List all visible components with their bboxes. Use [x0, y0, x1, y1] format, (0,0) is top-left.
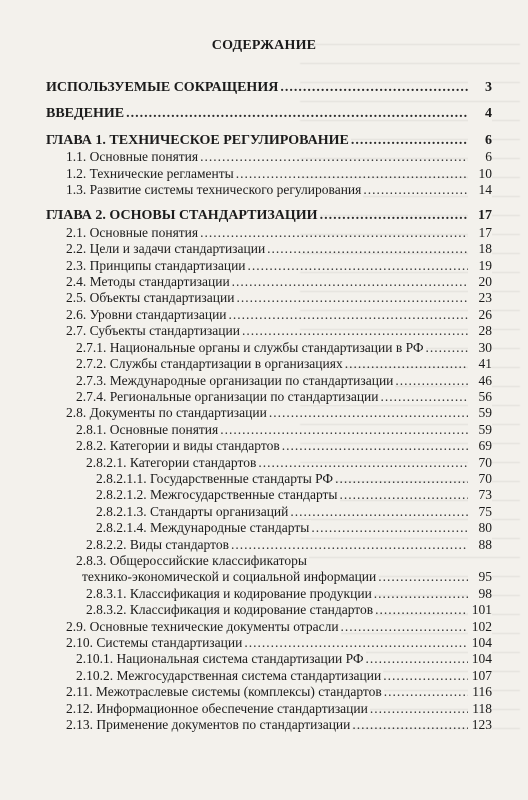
toc-leader-dots	[200, 225, 468, 241]
toc-entry-text: ИСПОЛЬЗУЕМЫЕ СОКРАЩЕНИЯ	[46, 80, 279, 95]
toc-leader-dots	[363, 182, 468, 198]
toc-leader-dots	[290, 504, 468, 520]
toc-entry-text: 1.1. Основные понятия	[66, 149, 199, 165]
toc-entry-text: 2.8.2.1.4. Международные стандарты	[96, 520, 310, 536]
toc-entry-text: 2.8.3.1. Классификация и кодирование продукции	[86, 585, 372, 601]
toc-entry	[46, 455, 492, 471]
toc-entry	[46, 438, 492, 454]
table-of-contents	[46, 80, 492, 733]
toc-leader-dots	[232, 274, 468, 290]
toc-page-number: 23	[468, 290, 492, 306]
toc-entry	[46, 701, 492, 717]
toc-page-number: 123	[468, 717, 492, 733]
toc-entry-text: 2.8.3.2. Классификация и кодирование стандартов	[86, 602, 374, 618]
toc-leader-dots	[351, 133, 468, 149]
toc-leader-dots	[282, 438, 468, 454]
toc-page-number: 19	[468, 258, 492, 274]
toc-page-number: 70	[468, 455, 492, 471]
toc-page-number: 59	[468, 422, 492, 438]
toc-page-number: 102	[468, 619, 492, 635]
toc-entry-text: ВВЕДЕНИЕ	[46, 106, 125, 122]
page-title: СОДЕРЖАНИЕ	[211, 38, 317, 53]
toc-page-number: 88	[468, 537, 492, 553]
toc-leader-dots	[229, 307, 468, 323]
toc-leader-dots	[341, 619, 468, 635]
toc-entry-text: 2.3. Принципы стандартизации	[66, 257, 246, 273]
toc-entry	[46, 149, 492, 165]
toc-entry-text: 1.2. Технические регламенты	[66, 165, 234, 181]
toc-entry-text: 2.10.1. Национальная система стандартизации РФ	[76, 651, 364, 667]
toc-leader-dots	[236, 290, 468, 306]
toc-entry	[46, 471, 492, 487]
toc-chapter-entry	[46, 208, 492, 224]
toc-entry-text: 2.7.3. Международные организации по стандартизации	[76, 372, 394, 388]
toc-entry-text: 2.7. Субъекты стандартизации	[66, 323, 240, 339]
toc-leader-dots	[383, 668, 468, 684]
toc-leader-dots	[200, 149, 468, 165]
toc-entry	[46, 586, 492, 602]
toc-entry	[46, 635, 492, 651]
toc-leader-dots	[345, 356, 468, 372]
toc-chapter-entry	[46, 133, 492, 149]
toc-page-number: 18	[468, 241, 492, 257]
toc-page-number: 6	[468, 133, 492, 149]
toc-chapter-entry	[46, 106, 492, 122]
toc-leader-dots	[280, 80, 468, 96]
toc-entry	[46, 602, 492, 618]
toc-entry-text: 2.13. Применение документов по стандартизации	[66, 717, 351, 733]
toc-entry-text: 1.3. Развитие системы технического регулирования	[66, 182, 362, 198]
toc-entry-text: 2.8.2.1.3. Стандарты организаций	[96, 503, 289, 519]
toc-page-number: 3	[468, 80, 492, 96]
toc-leader-dots	[340, 487, 469, 503]
toc-entry-text: ГЛАВА 2. ОСНОВЫ СТАНДАРТИЗАЦИИ	[46, 208, 318, 224]
toc-leader-dots	[426, 340, 468, 356]
toc-entry	[46, 323, 492, 339]
toc-entry	[46, 717, 492, 733]
toc-leader-dots	[374, 586, 468, 602]
toc-page-number: 56	[468, 389, 492, 405]
toc-entry	[46, 651, 492, 667]
toc-entry	[46, 504, 492, 520]
toc-leader-dots	[220, 422, 468, 438]
toc-entry-text: 2.9. Основные технические документы отрасли	[66, 618, 339, 634]
toc-entry	[46, 537, 492, 553]
toc-leader-dots	[231, 537, 468, 553]
toc-page-number: 75	[468, 504, 492, 520]
toc-leader-dots	[258, 455, 468, 471]
toc-entry-text: технико-экономической и социальной информации	[82, 569, 377, 585]
toc-entry-text: 2.12. Информационное обеспечение стандартизации	[66, 700, 368, 716]
toc-page-number: 14	[468, 182, 492, 198]
toc-leader-dots	[242, 323, 468, 339]
toc-page-number: 41	[468, 356, 492, 372]
toc-entry	[46, 373, 492, 389]
toc-leader-dots	[384, 684, 468, 700]
toc-leader-dots	[320, 208, 468, 224]
toc-page-number: 59	[468, 405, 492, 421]
toc-leader-dots	[381, 389, 468, 405]
toc-entry	[46, 668, 492, 684]
toc-page-number: 101	[468, 602, 492, 618]
toc-page-number: 30	[468, 340, 492, 356]
toc-entry	[46, 340, 492, 356]
toc-entry	[46, 389, 492, 405]
toc-leader-dots	[269, 405, 468, 421]
toc-chapter-entry	[46, 80, 492, 96]
toc-leader-dots	[126, 106, 468, 122]
toc-page-number: 104	[468, 635, 492, 651]
toc-entry	[46, 553, 492, 569]
toc-entry-text: 2.10.2. Межгосударственная система стандартизации	[76, 667, 382, 683]
toc-entry	[46, 290, 492, 306]
toc-page-number: 4	[468, 106, 492, 122]
toc-leader-dots	[267, 241, 468, 257]
toc-entry-text: 2.7.4. Региональные организации по стандартизации	[76, 388, 379, 404]
toc-entry	[46, 225, 492, 241]
toc-entry-text: 2.5. Объекты стандартизации	[66, 290, 235, 306]
toc-leader-dots	[311, 520, 468, 536]
toc-page-number: 26	[468, 307, 492, 323]
toc-page-number: 73	[468, 487, 492, 503]
toc-entry	[46, 487, 492, 503]
toc-entry-text: 2.1. Основные понятия	[66, 224, 199, 240]
toc-page-number: 28	[468, 323, 492, 339]
toc-page-number: 10	[468, 166, 492, 182]
toc-leader-dots	[352, 717, 468, 733]
toc-page-number: 98	[468, 586, 492, 602]
toc-page-number: 6	[468, 149, 492, 165]
toc-entry-text: 2.8.2. Категории и виды стандартов	[76, 438, 280, 454]
toc-entry-text: 2.8.3. Общероссийские классификаторы	[76, 552, 307, 568]
toc-entry-text: 2.8.2.1.2. Межгосударственные стандарты	[96, 487, 338, 503]
toc-entry	[46, 258, 492, 274]
toc-entry	[46, 619, 492, 635]
toc-leader-dots	[375, 602, 468, 618]
toc-page-number: 46	[468, 373, 492, 389]
toc-entry-text: 2.4. Методы стандартизации	[66, 274, 230, 290]
toc-page-number: 104	[468, 651, 492, 667]
toc-entry	[46, 241, 492, 257]
toc-leader-dots	[366, 651, 468, 667]
toc-page-number: 116	[468, 684, 492, 700]
toc-page-number: 80	[468, 520, 492, 536]
toc-entry-text: 2.7.2. Службы стандартизации в организациях	[76, 356, 343, 372]
toc-entry	[46, 274, 492, 290]
toc-page-number: 69	[468, 438, 492, 454]
toc-entry-text: 2.8. Документы по стандартизации	[66, 405, 267, 421]
toc-entry	[46, 405, 492, 421]
toc-entry	[46, 166, 492, 182]
toc-entry-text: 2.10. Системы стандартизации	[66, 635, 243, 650]
toc-page-number: 95	[468, 569, 492, 585]
toc-entry-text: 2.8.2.1. Категории стандартов	[86, 454, 257, 470]
toc-entry	[46, 684, 492, 700]
toc-entry-text: 2.11. Межотраслевые системы (комплексы) стандартов	[66, 684, 382, 700]
toc-leader-dots	[244, 635, 468, 651]
toc-entry-text: ГЛАВА 1. ТЕХНИЧЕСКОЕ РЕГУЛИРОВАНИЕ	[46, 132, 349, 148]
toc-page-number: 17	[468, 208, 492, 224]
toc-entry	[46, 356, 492, 372]
toc-entry-text: 2.6. Уровни стандартизации	[66, 306, 227, 322]
toc-entry	[46, 182, 492, 198]
toc-leader-dots	[370, 701, 468, 717]
toc-page-number: 107	[468, 668, 492, 684]
toc-entry	[46, 307, 492, 323]
toc-entry	[46, 569, 492, 585]
toc-entry-text: 2.2. Цели и задачи стандартизации	[66, 241, 266, 257]
toc-leader-dots	[395, 373, 468, 389]
toc-page-number: 70	[468, 471, 492, 487]
toc-page-number: 20	[468, 274, 492, 290]
toc-entry-text: 2.8.2.1.1. Государственные стандарты РФ	[96, 470, 334, 486]
toc-page-number: 17	[468, 225, 492, 241]
toc-leader-dots	[335, 471, 468, 487]
toc-entry	[46, 422, 492, 438]
toc-leader-dots	[248, 258, 468, 274]
toc-leader-dots	[378, 569, 468, 585]
toc-entry	[46, 520, 492, 536]
toc-entry-text: 2.8.1. Основные понятия	[76, 421, 219, 437]
toc-entry-text: 2.8.2.2. Виды стандартов	[86, 536, 229, 552]
toc-leader-dots	[236, 166, 468, 182]
toc-page-number: 118	[468, 701, 492, 717]
toc-entry-text: 2.7.1. Национальные органы и службы стандартизации в РФ	[76, 339, 424, 355]
